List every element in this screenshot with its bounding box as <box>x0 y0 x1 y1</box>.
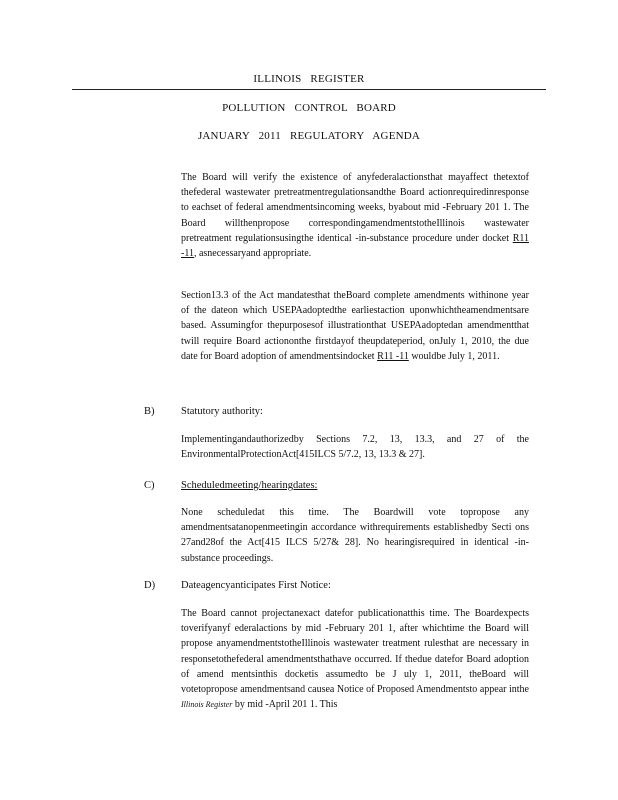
intro-paragraph-1 <box>181 170 529 261</box>
section-d-text-b: by mid -April 201 1. This <box>232 699 338 711</box>
section-b-title: Statutory authority: <box>181 406 263 417</box>
intro-p1-text: The Board will verify the existence of anyfederalactionsthat mayaffect thetextof thefederal wastewater pretreatmentregulationsandthe Board actionrequiredinresponse to eachset of federal amendmentsincoming weeks, byabout mid -February 201 1. The Board willthenpropose correspondingamendmentstotheIllinois wastewater pretreatment regulationsusingthe identical -in-substance procedure under docket <box>181 172 529 244</box>
intro-p1-tail: , asnecessaryand appropriate. <box>193 248 312 260</box>
header-rule <box>72 89 546 90</box>
illinois-register-italic: Illinois Register <box>181 700 233 710</box>
docket-number: R11 -11 <box>181 232 529 260</box>
agenda-title: JANUARY 2011 REGULATORY AGENDA <box>197 130 421 142</box>
section-c-title: Scheduledmeeting/hearingdates: <box>181 480 318 491</box>
docket-number: R11 -11 <box>377 350 409 362</box>
section-d-text-a: The Board cannot projectanexact datefor publicationatthis time. The Boardexpects toverifyanyf ederalactions by mid -February 201 1, after whichtime the Board will propose anyamendmentstotheIllinois wastewater treatment rulesthat are necessary in responsetothefederal amendmentsthathave occurred. If thedue datefor Board adoption of amend mentsinthis docketis assumedto be J uly 1, 2011, theBoard will votetopropose amendmentsand causea Notice of Proposed Amendmentsto appear inthe <box>181 608 529 696</box>
section-c-label: C) <box>144 480 155 491</box>
section-c-text: None scheduledat this time. The Boardwill vote topropose any amendmentsatanopenmeetingin accordance withrequirements establishedby Secti ons 27and28of the Act[415 ILCS 5/27& 28]. No hearingisrequired in identical -in-substance proceedings. <box>181 507 529 564</box>
section-b-label: B) <box>144 406 155 417</box>
intro-p2-tail: wouldbe July 1, 2011. <box>408 350 500 362</box>
register-title: ILLINOIS REGISTER <box>253 73 365 85</box>
board-title: POLLUTION CONTROL BOARD <box>222 102 396 114</box>
section-d-label: D) <box>144 580 156 591</box>
section-d-text <box>181 606 529 712</box>
section-d-title: Dateagencyanticipates First Notice: <box>181 580 331 591</box>
intro-paragraph-2 <box>181 288 529 364</box>
section-b-text: Implementingandauthorizedby Sections 7.2, 13, 13.3, and 27 of the EnvironmentalProtectionAct[415ILCS 5/7.2, 13, 13.3 & 27]. <box>181 434 529 461</box>
intro-p2-text: Section13.3 of the Act mandatesthat theBoard complete amendments withinone year of the dateon which USEPAadoptedthe earliestaction uponwhichtheamendmentsare based. Assumingfor thepurposesof illustrationthat USEPAadoptedan amendmentthat twill require Board actiononthe firstdayof theupdateperiod, onJuly 1, 2010, the due date for Board adoption of amendmentsindocket <box>181 290 529 362</box>
